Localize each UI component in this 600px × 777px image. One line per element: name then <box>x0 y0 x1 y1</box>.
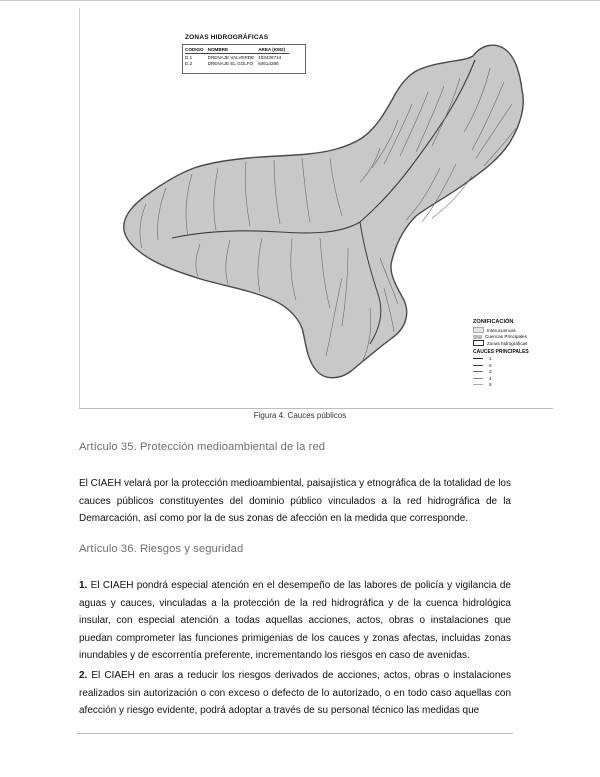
footer-rule <box>77 733 513 734</box>
legend-zonif-item: Cuencas Principales <box>473 334 529 341</box>
paragraph-text: El CIAEH en aras a reducir los riesgos derivados de acciones, actos, obras o instalaciones realizados sin autorización o con exceso o defecto de lo autorizado, o en todo caso aquellas con afección y riesgo evidente, podrá adoptar a través de su personal técnico las medidas que <box>79 670 511 717</box>
figure-bottom-rule <box>79 408 553 409</box>
cell-codigo: D.2 <box>185 61 193 66</box>
legend-zonas-hidrograficas <box>185 34 289 66</box>
legend-cauce-item: 5 <box>473 382 529 389</box>
col-area: AREA (KM2) <box>258 47 289 54</box>
line-icon <box>473 378 483 379</box>
line-icon <box>473 371 483 372</box>
legend-cauce-item: 3 <box>473 369 529 376</box>
legend-zonas-title: ZONAS HIDROGRÁFICAS <box>185 34 269 41</box>
page-top-rule <box>0 0 600 1</box>
article-35-heading: Artículo 35. Protección medioambiental de la red <box>79 441 326 453</box>
cell-area: 103436714 <box>258 55 282 60</box>
line-icon <box>473 365 483 366</box>
cell-codigo: D.1 <box>185 55 193 60</box>
paragraph-number: 1. <box>79 580 88 591</box>
legend-zonif-title: ZONIFICACIÓN <box>473 319 514 325</box>
article-36-paragraph-1 <box>79 577 511 665</box>
line-icon <box>473 384 483 385</box>
legend-cauce-item: 1 <box>473 356 529 363</box>
swatch-icon <box>473 327 484 333</box>
legend-zonificacion <box>473 319 529 388</box>
figure-caption: Figura 4. Cauces públicos <box>253 411 347 420</box>
legend-cauce-item: 4 <box>473 375 529 382</box>
line-icon <box>473 358 483 359</box>
legend-cauce-item: 2 <box>473 362 529 369</box>
col-nombre: NOMBRE <box>208 47 259 54</box>
paragraph-number: 2. <box>79 670 88 681</box>
cell-nombre: DRENAJE EL GOLFO <box>207 61 254 66</box>
col-codigo: CODIGO <box>185 47 208 54</box>
article-36-heading: Artículo 36. Riesgos y seguridad <box>79 543 244 555</box>
legend-zonas-border <box>182 44 306 74</box>
article-36-paragraph-2 <box>79 667 511 720</box>
cell-nombre: DRENAJE VALVERDE <box>207 55 255 60</box>
article-35-paragraph: El CIAEH velará por la protección medioambiental, paisajística y etnográfica de la totalidad de los cauces públicos constituyentes del dominio público vinculados a la red hidrográfica de la Demarcación, así como por la de sus zonas de afección en la medida que corresponde. <box>79 478 511 525</box>
swatch-icon <box>473 340 484 346</box>
legend-zonif-item: Interucuencas <box>473 327 529 334</box>
swatch-icon <box>473 335 482 339</box>
legend-zonif-item: Zonas hidrográficas <box>473 340 529 347</box>
cell-area: 64614286 <box>258 61 279 66</box>
island-shape <box>124 45 523 378</box>
legend-cauces-title: CAUCES PRINCIPALES <box>473 348 529 355</box>
paragraph-text: El CIAEH pondrá especial atención en el desempeño de las labores de policía y vigilancia de aguas y cauces, vinculadas a la protección de la red hidrográfica y de la cuenca hidrológica insular, con especial atención a todas aquellas acciones, actos, obras o instalaciones que puedan comprometer las funciones primigenias de los cauces y zonas afectas, incluidas zonas inundables y de escorrentía preferente, incrementando los riesgos en caso de avenidas. <box>79 580 511 662</box>
